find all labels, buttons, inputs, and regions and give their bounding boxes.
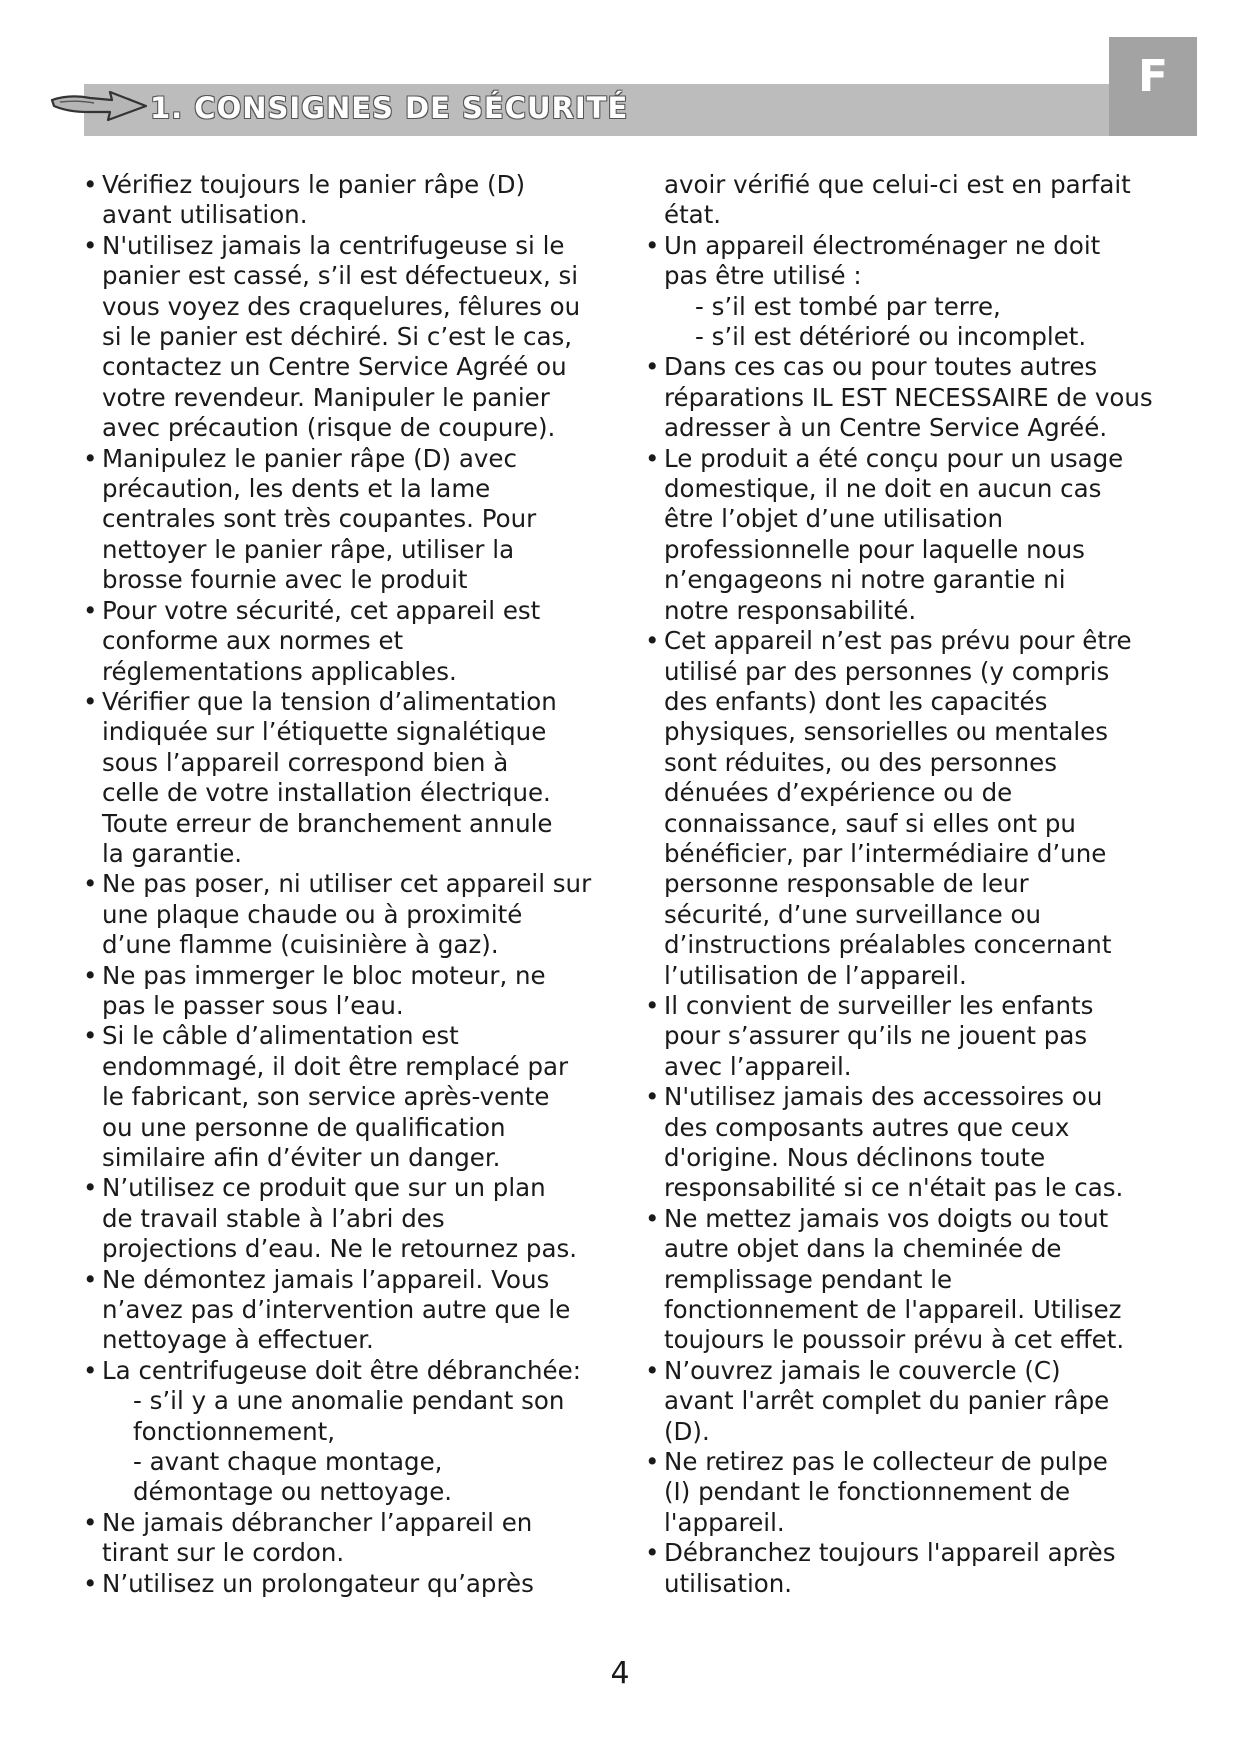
language-tab — [1109, 37, 1197, 136]
instruction-subitem: - avant chaque montage, démontage ou nettoyage. — [133, 1447, 453, 1507]
safety-instruction-item — [644, 444, 1164, 626]
instruction-text: • N’utilisez un prolongateur qu’après — [102, 1568, 534, 1598]
safety-instruction-item — [644, 1447, 1164, 1538]
instruction-text: • Ne retirez pas le collecteur de pulpe (I) pendant le fonctionnement de l'appareil. — [664, 1447, 1108, 1537]
instruction-text: • Dans ces cas ou pour toutes autres réparations IL EST NECESSAIRE de vous adresser à un Centre Service Agréé. — [664, 352, 1153, 443]
instruction-text: • Ne jamais débrancher l’appareil en tirant sur le cordon. — [102, 1507, 533, 1568]
left-column — [82, 170, 612, 1599]
safety-instruction-item — [82, 444, 612, 596]
safety-instruction-item — [82, 1569, 612, 1599]
instruction-text: • N'utilisez jamais des accessoires ou des composants autres que ceux d'origine. Nous déclinons toute responsabilité si ce n'était pas le cas. — [664, 1082, 1124, 1203]
instruction-text: • Si le câble d’alimentation est endommagé, il doit être remplacé par le fabricant, son service après-vente ou une personne de qualification similaire afin d’éviter un danger. — [102, 1021, 569, 1172]
safety-instruction-item — [644, 991, 1164, 1082]
safety-instruction-item — [82, 1173, 612, 1264]
instruction-text: • Pour votre sécurité, cet appareil est conforme aux normes et réglementations applicables. — [102, 595, 541, 686]
safety-instruction-item — [82, 869, 612, 960]
safety-instruction-item — [644, 1082, 1164, 1204]
instruction-text: • La centrifugeuse doit être débranchée: — [102, 1355, 581, 1385]
instruction-subitem: - s’il est tombé par terre, — [695, 291, 1001, 321]
instruction-text: • Vérifiez toujours le panier râpe (D) avant utilisation. — [102, 170, 526, 230]
instruction-subitem: - s’il est détérioré ou incomplet. — [695, 322, 1087, 352]
safety-instruction-item — [82, 596, 612, 687]
safety-instruction-item — [82, 687, 612, 869]
safety-instruction-item — [644, 1538, 1164, 1599]
arrow-icon — [50, 86, 150, 126]
instruction-text: • Manipulez le panier râpe (D) avec précaution, les dents et la lame centrales sont très coupantes. Pour nettoyer le panier râpe, utiliser la brosse fournie avec le produit — [102, 443, 537, 595]
instruction-text: • Vérifier que la tension d’alimentation indiquée sur l’étiquette signalétique sous l’appareil correspond bien à celle de votre installation électrique. Toute erreur de branchement annule la garantie. — [102, 686, 557, 868]
instruction-text: avoir vérifié que celui-ci est en parfait état. — [664, 170, 1131, 230]
instruction-text: • Ne démontez jamais l’appareil. Vous n’avez pas d’intervention autre que le nettoyage à effectuer. — [102, 1264, 571, 1355]
safety-instruction-item — [644, 170, 1164, 231]
safety-instruction-item — [644, 231, 1164, 353]
safety-instruction-item — [82, 1508, 612, 1569]
safety-instruction-item — [82, 170, 612, 231]
safety-instruction-item — [644, 1204, 1164, 1356]
safety-instruction-item — [82, 1356, 612, 1508]
safety-instruction-item — [82, 1265, 612, 1356]
section-title: 1. CONSIGNES DE SÉCURITÉ — [150, 91, 629, 125]
instruction-text: • N’ouvrez jamais le couvercle (C) avant l'arrêt complet du panier râpe (D). — [664, 1355, 1110, 1446]
instruction-text: • Ne pas poser, ni utiliser cet appareil sur une plaque chaude ou à proximité d’une flamme (cuisinière à gaz). — [102, 869, 592, 960]
instruction-text: • Un appareil électroménager ne doit pas être utilisé : — [664, 230, 1101, 291]
safety-instruction-item — [644, 1356, 1164, 1447]
instruction-text: • Ne mettez jamais vos doigts ou tout autre objet dans la cheminée de remplissage pendant le fonctionnement de l'appareil. Utilisez toujours le poussoir prévu à cet effet. — [664, 1203, 1125, 1355]
page-number: 4 — [610, 1656, 630, 1691]
instruction-text: • Le produit a été conçu pour un usage domestique, il ne doit en aucun cas être l’objet d’une utilisation professionnelle pour laquelle nous n’engageons ni notre garantie ni notre responsabilité. — [664, 443, 1124, 625]
language-tab-label: F — [1137, 51, 1169, 102]
safety-instruction-item — [82, 231, 612, 444]
safety-instruction-item — [644, 626, 1164, 991]
safety-instruction-item — [82, 961, 612, 1022]
right-column — [644, 170, 1164, 1599]
instruction-text: • Ne pas immerger le bloc moteur, ne pas le passer sous l’eau. — [102, 960, 546, 1020]
instruction-text: • N'utilisez jamais la centrifugeuse si le panier est cassé, s’il est défectueux, si vous voyez des craquelures, fêlures ou si le panier est déchiré. Si c’est le cas, contactez un Centre Service Agréé ou votre revendeur. Manipuler le panier avec précaution (risque de coupure). — [102, 230, 581, 443]
safety-instruction-item — [82, 1021, 612, 1173]
instruction-text: • N’utilisez ce produit que sur un plan de travail stable à l’abri des projections d’eau. Ne le retournez pas. — [102, 1173, 578, 1264]
safety-instruction-item — [644, 352, 1164, 443]
instruction-subitem: - s’il y a une anomalie pendant son fonctionnement, — [133, 1386, 565, 1446]
instruction-text: • Il convient de surveiller les enfants pour s’assurer qu’ils ne jouent pas avec l’appareil. — [664, 990, 1094, 1081]
instruction-text: • Cet appareil n’est pas prévu pour être utilisé par des personnes (y compris des enfants) dont les capacités physiques, sensorielles ou mentales sont réduites, ou des personnes dénuées d’expérience ou de connaissance, sauf si elles ont pu bénéficier, par l’intermédiaire d’une personne responsable de leur sécurité, d’une surveillance ou d’instructions préalables concernant l’utilisation de l’appareil. — [664, 626, 1132, 990]
instruction-text: • Débranchez toujours l'appareil après utilisation. — [664, 1538, 1116, 1598]
